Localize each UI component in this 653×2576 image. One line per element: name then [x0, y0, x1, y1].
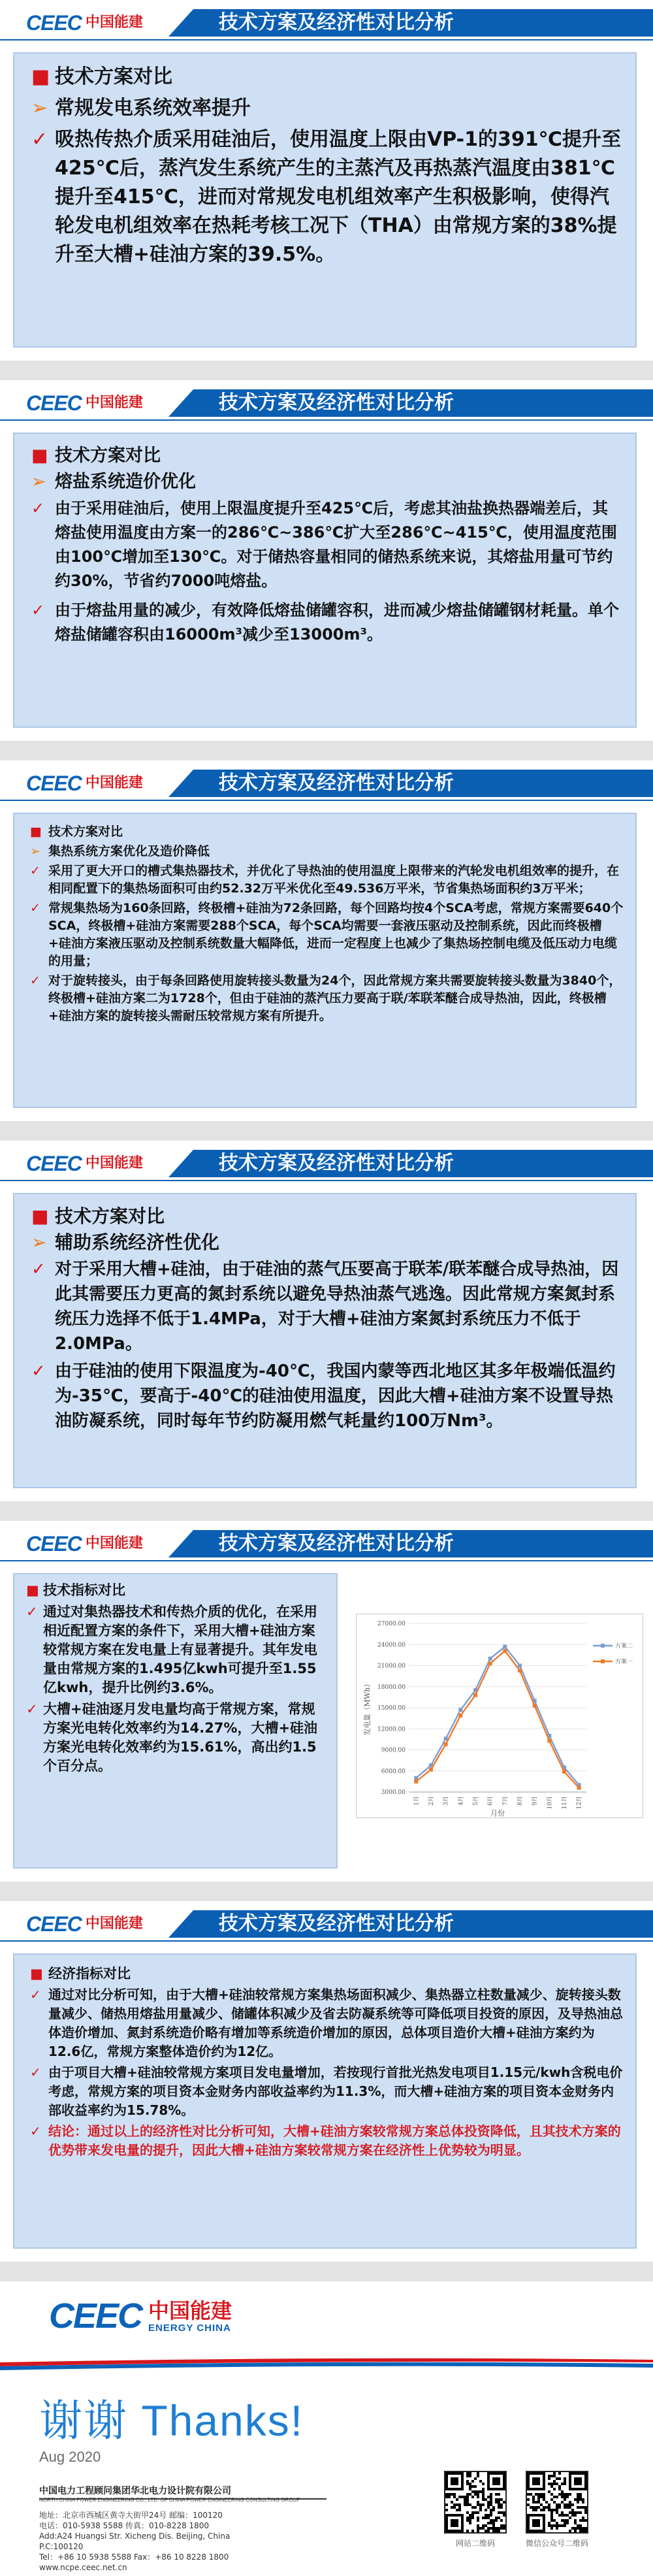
data-point: [577, 1786, 581, 1790]
y-tick-label: 24000.00: [377, 1642, 406, 1649]
heading-item: ■ 技术方案对比: [31, 446, 161, 466]
wechat-qr-code: [526, 2471, 588, 2534]
content-box: [13, 1953, 637, 2249]
x-tick-label: 6月: [487, 1796, 494, 1806]
org-name-en: NORTH CHINA POWER ENGINEERING CO., LTD. OF CHINA POWER ENGINEERING CONSULTING GROUP: [39, 2497, 300, 2503]
bullet-item: ✓ 由于采用硅油后，使用上限温度提升至425℃后，考虑其油盐换热器端差后，其熔盐使用温度由方案一的286℃~386℃扩大至286℃~415℃，使用温度范围由100℃增加至130℃。对于储热容量相同的储热系统来说，其熔盐用量可节约约30%，节省约7000吨熔盐。: [31, 499, 617, 590]
content-box: [13, 1573, 338, 1868]
y-tick-label: 6000.00: [381, 1768, 406, 1775]
x-tick-label: 8月: [517, 1796, 524, 1806]
data-point: [518, 1669, 522, 1672]
subheading-item: ➢ 集热系统方案优化及造价降低: [30, 844, 210, 858]
heading-item: ■ 技术方案对比: [31, 65, 172, 88]
slide-title: 技术方案及经济性对比分析: [219, 772, 454, 794]
slide-header: [0, 766, 653, 801]
y-tick-label: 12000.00: [377, 1726, 406, 1733]
slide-header: [0, 1906, 653, 1942]
x-tick-label: 12月: [576, 1796, 583, 1810]
bullet-item: ✓ 由于项目大槽+硅油较常规方案项目发电量增加，若按现行首批光热发电项目1.15元/kwh含税电价考虑，常规方案的项目资本金财务内部收益率约为11.3%，而大槽+硅油方案的项目资本金财务内部收益率约为15.78%。: [30, 2064, 623, 2118]
slide-title: 技术方案及经济性对比分析: [219, 391, 454, 414]
content-box: [13, 1193, 637, 1488]
data-point: [429, 1768, 433, 1772]
legend-label: 方案一: [615, 1659, 633, 1665]
presentation-date: Aug 2020: [39, 2449, 101, 2465]
chart-svg: [357, 1614, 644, 1819]
legend-marker: [601, 1644, 605, 1648]
bullet-item: ✓ 采用了更大开口的槽式集热器技术，并优化了导热油的使用温度上限带来的汽轮发电机组效率的提升，在相同配置下的集热场面积可由约52.32万平米优化至49.536万平米，节省集热场面积约3万平米；: [30, 864, 620, 896]
slide-4: [0, 1141, 653, 1501]
y-tick-label: 9000.00: [381, 1747, 406, 1754]
heading-item: ■ 技术方案对比: [30, 824, 123, 839]
ceec-logo: CEEC 中国能建: [26, 11, 143, 35]
thanks-heading: 谢谢 Thanks!: [39, 2396, 304, 2445]
website-qr-caption: 网站二维码: [455, 2539, 495, 2548]
website-qr-code: [444, 2471, 507, 2534]
x-tick-label: 4月: [458, 1796, 465, 1806]
slide-3: [0, 760, 653, 1121]
data-point: [488, 1657, 492, 1661]
y-tick-label: 3000.00: [381, 1789, 406, 1796]
bullet-item: ✓ 对于采用大槽+硅油，由于硅油的蒸气压要高于联苯/联苯醚合成导热油，因此其需要压力更高的氮封系统以避免导热油蒸气逃逸。因此常规方案氮封系统压力选择不低于1.4MPa，对于大槽+硅油方案氮封系统压力不低于2.0MPa。: [31, 1260, 619, 1354]
slide-header: [0, 1526, 653, 1561]
slide-5: [0, 1521, 653, 1882]
heading-item: ■ 技术方案对比: [31, 1205, 165, 1227]
slide-6: [0, 1901, 653, 2262]
bullet-item: ✓ 常规集热场为160条回路，终极槽+硅油为72条回路，每个回路均按4个SCA考虑，常规方案需要640个SCA，终极槽+硅油方案需要288个SCA，每个SCA均需要一套液压驱动及控制系统，因此而终极槽+硅油方案液压驱动及控制系统数量大幅降低，进而一定程度上也减少了集热场控制电缆及低压动力电缆的用量；: [30, 901, 624, 968]
y-tick-label: 21000.00: [377, 1663, 406, 1670]
energy-china-logo: CEEC 中国能建 ENERGY CHINA: [49, 2296, 232, 2336]
content-box: [13, 813, 637, 1108]
data-point: [547, 1739, 551, 1743]
heading-item: ■ 经济指标对比: [30, 1966, 131, 1981]
ceec-logo: CEEC 中国能建: [26, 1152, 143, 1175]
subheading-item: ➢ 常规发电系统效率提升: [31, 97, 251, 120]
slide-title: 技术方案及经济性对比分析: [219, 1152, 454, 1175]
content-box: [13, 52, 637, 348]
bullet-item: ✓ 由于熔盐用量的减少，有效降低熔盐储罐容积，进而减少熔盐储罐钢材耗量。单个熔盐储罐容积由16000m³减少至13000m³。: [31, 601, 619, 644]
bullet-item: ✓ 大槽+硅油逐月发电量均高于常规方案，常规方案光电转化效率约为14.27%，大槽+硅油方案光电转化效率约为15.61%，高出约1.5个百分点。: [26, 1701, 318, 1774]
x-tick-label: 11月: [562, 1796, 568, 1810]
y-tick-label: 15000.00: [377, 1705, 406, 1712]
brand-swoosh: [0, 2353, 653, 2370]
data-point: [562, 1770, 566, 1774]
x-axis-label: 月份: [490, 1809, 505, 1818]
slide-title: 技术方案及经济性对比分析: [219, 1912, 454, 1935]
ceec-logo: CEEC 中国能建: [26, 1532, 143, 1556]
wechat-qr-caption: 微信公众号二维码: [525, 2539, 588, 2548]
slide-header: [0, 1146, 653, 1181]
x-tick-label: 9月: [532, 1796, 539, 1806]
x-tick-label: 2月: [428, 1796, 435, 1806]
bullet-item: ✓ 通过对集热器技术和传热介质的优化，在采用相近配置方案的条件下，采用大槽+硅油方案较常规方案在发电量上有显著提升。其年发电量由常规方案的1.495亿kwh可提升至1.55亿kwh，提升比例约3.6%。: [26, 1604, 317, 1695]
data-point: [444, 1742, 448, 1746]
data-point: [458, 1714, 462, 1718]
data-point: [473, 1693, 477, 1697]
generation-line-chart: [356, 1614, 643, 1818]
bullet-item: ✓ 吸热传热介质采用硅油后，使用温度上限由VP-1的391℃提升至425℃后，蒸汽发生系统产生的主蒸汽及再热蒸汽温度由381℃提升至415℃，进而对常规发电机组效率产生积极影响，使得汽轮发电机组效率在热耗考核工况下（THA）由常规方案的38%提升至大槽+硅油方案的39.5%。: [31, 128, 621, 266]
subheading-item: ➢ 熔盐系统造价优化: [31, 472, 196, 492]
ceec-logo: CEEC 中国能建: [26, 391, 143, 415]
subheading-item: ➢ 辅助系统经济性优化: [31, 1231, 220, 1253]
series-line: [416, 1646, 579, 1785]
legend-marker: [601, 1659, 605, 1663]
data-point: [488, 1661, 492, 1665]
ceec-logo: CEEC 中国能建: [26, 772, 143, 795]
slide-title: 技术方案及经济性对比分析: [219, 1532, 454, 1555]
data-point: [414, 1776, 418, 1780]
content-box: [13, 432, 637, 728]
slide-header: [0, 385, 653, 421]
y-axis-label: 发电量（MWh）: [363, 1680, 372, 1736]
conclusion-item: ✓ 结论：通过以上的经济性对比分析可知，大槽+硅油方案较常规方案总体投资降低，且其技术方案的优势带来发电量的提升，因此大槽+硅油方案较常规方案在经济性上优势较为明显。: [30, 2123, 621, 2158]
data-point: [503, 1644, 507, 1648]
data-point: [518, 1664, 522, 1668]
y-tick-label: 18000.00: [377, 1684, 406, 1691]
org-name: 中国电力工程顾问集团华北电力设计院有限公司: [39, 2484, 326, 2500]
heading-item: ■ 技术指标对比: [26, 1582, 125, 1598]
data-point: [458, 1708, 462, 1712]
thanks-slide: [0, 2281, 653, 2576]
data-point: [414, 1780, 418, 1784]
bullet-item: ✓ 由于硅油的使用下限温度为-40℃，我国内蒙等西北地区其多年极端低温约为-35℃，要高于-40℃的硅油使用温度，因此大槽+硅油方案不设置导热油防凝系统，同时每年节约防凝用燃气耗量约100万Nm³。: [31, 1361, 616, 1431]
x-tick-label: 1月: [413, 1796, 421, 1806]
data-point: [503, 1649, 507, 1653]
bullet-item: ✓ 对于旋转接头，由于每条回路使用旋转接头数量为24个，因此常规方案共需要旋转接头数量为3840个，终极槽+硅油方案二为1728个，但由于硅油的蒸汽压力要高于联/苯联苯醚合成导热油，因此，终极槽+硅油方案的旋转接头需耐压较常规方案有所提升。: [30, 973, 622, 1023]
series-line: [416, 1651, 579, 1788]
contact-info: 地址：北京市西城区黄寺大街甲24号 邮编：100120 电话：010-5938 5588 传真：010-8228 1800 Add:A24 Huangsi Str. Xicheng Dis. Beijing, China P.C:100120 Tel：+86 10 5938 5588 Fax：+86 10 8228 1800 www.ncpe.ceec.net.cn: [39, 2511, 231, 2572]
slide-header: [0, 5, 653, 41]
legend-label: 方案二: [615, 1643, 633, 1650]
slide-1: [0, 0, 653, 361]
x-tick-label: 7月: [502, 1796, 509, 1806]
ceec-logo: CEEC 中国能建: [26, 1912, 143, 1936]
slide-2: [0, 380, 653, 741]
y-tick-label: 27000.00: [377, 1621, 406, 1627]
slide-title: 技术方案及经济性对比分析: [219, 11, 454, 34]
bullet-item: ✓ 通过对比分析可知，由于大槽+硅油较常规方案集热场面积减少、集热器立柱数量减少、旋转接头数量减少、储热用熔盐用量减少、储罐体积减少及省去防凝系统等可降低项目投资的原因，及导热油总体造价增加、氮封系统造价略有增加等系统造价增加的原因，总体项目造价大槽+硅油方案约为12.6亿，常规方案整体造价约为12亿。: [30, 1987, 623, 2059]
x-tick-label: 10月: [547, 1796, 554, 1810]
x-tick-label: 3月: [443, 1796, 450, 1806]
data-point: [533, 1704, 537, 1708]
x-tick-label: 5月: [473, 1796, 479, 1806]
